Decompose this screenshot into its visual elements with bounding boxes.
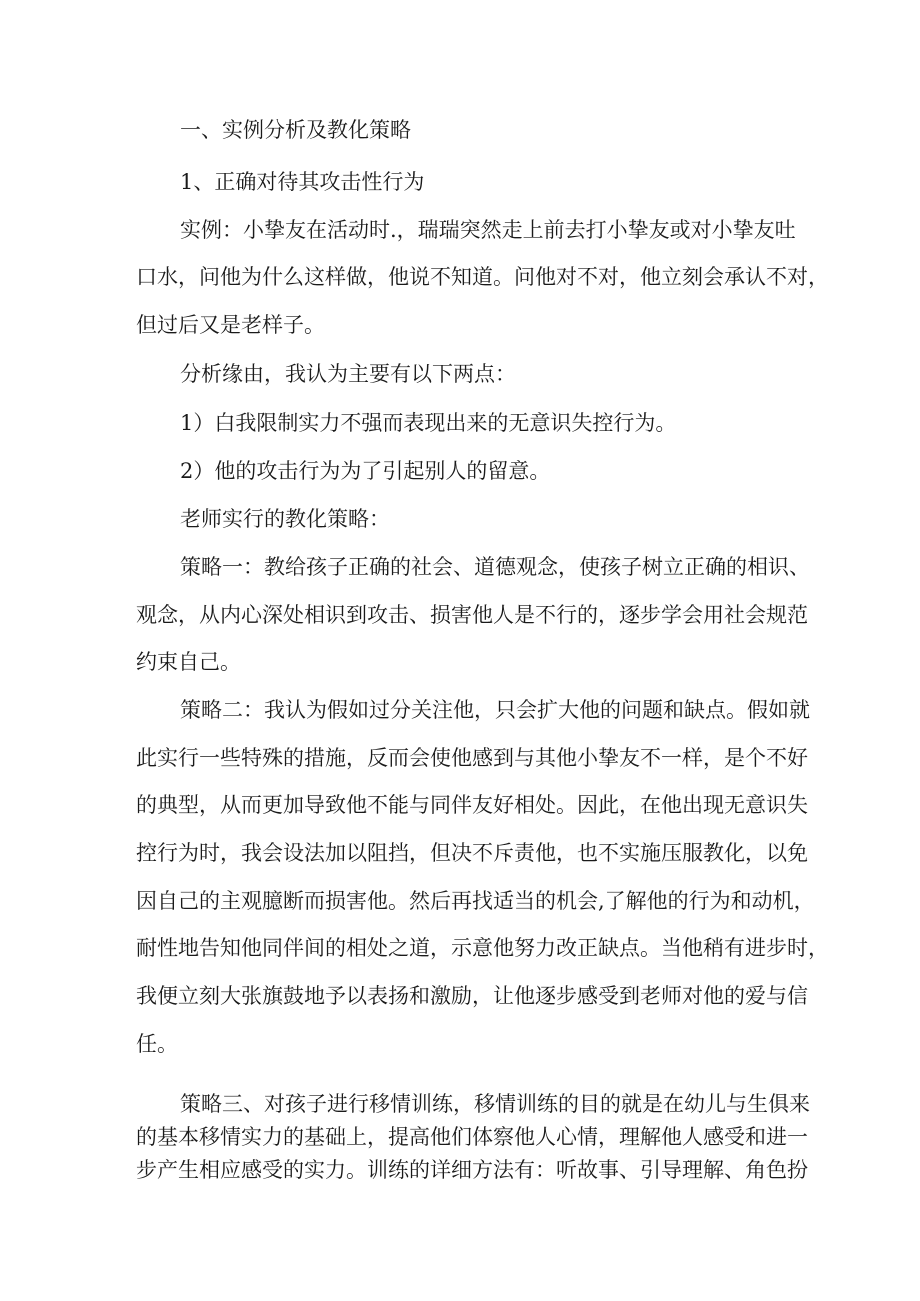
strategy-two-line: 耐性地告知他同伴间的相处之道，示意他努力改正缺点。当他稍有进步时， — [136, 936, 829, 960]
reason-item: 2）他的攻击行为为了引起别人的留意。 — [180, 459, 551, 483]
strategy-two-line: 任。 — [136, 1032, 178, 1056]
example-line: 但过后又是老样子。 — [136, 313, 325, 337]
strategy-two-line: 因自己的主观臆断而损害他。然后再找适当的机会,了解他的行为和动机， — [136, 889, 815, 913]
strategy-two-line: 我便立刻大张旗鼓地予以表扬和激励，让他逐步感受到老师对他的爱与信 — [136, 984, 808, 1008]
example-line: 口水，问他为什么这样做，他说不知道。问他对不对，他立刻会承认不对， — [136, 265, 829, 289]
strategies-intro: 老师实行的教化策略： — [180, 507, 390, 531]
strategy-two-line: 的典型，从而更加导致他不能与同伴友好相处。因此，在他出现无意识失 — [136, 793, 808, 817]
strategy-two-line: 此实行一些特殊的措施，反而会使他感到与其他小挚友不一样，是个不好 — [136, 746, 808, 770]
strategy-three-line: 步产生相应感受的实力。训练的详细方法有：听故事、引导理解、角色扮 — [136, 1158, 808, 1182]
strategy-one-line: 观念，从内心深处相识到攻击、损害他人是不行的，逐步学会用社会规范 — [136, 603, 808, 627]
strategy-two-line: 控行为时，我会设法加以阻挡，但决不斥责他，也不实施压服教化，以免 — [136, 841, 808, 865]
analysis-intro: 分析缘由，我认为主要有以下两点： — [180, 362, 516, 386]
subsection-heading: 1、正确对待其攻击性行为 — [180, 170, 425, 194]
strategy-one-line: 策略一：教给孩子正确的社会、道德观念，使孩子树立正确的相识、 — [180, 555, 810, 579]
section-heading: 一、实例分析及教化策略 — [180, 118, 411, 142]
reason-item: 1）白我限制实力不强而表现出来的无意识失控行为。 — [180, 411, 677, 435]
strategy-three-line: 的基本移情实力的基础上，提高他们体察他人心情，理解他人感受和进一 — [136, 1125, 808, 1149]
strategy-one-line: 约束自己。 — [136, 650, 241, 674]
example-line: 实例：小挚友在活动时.，瑞瑞突然走上前去打小挚友或对小挚友吐 — [180, 218, 796, 242]
strategy-three-line: 策略三、对孩子进行移情训练，移情训练的目的就是在幼儿与生俱来 — [180, 1092, 810, 1116]
strategy-two-line: 策略二：我认为假如过分关注他，只会扩大他的问题和缺点。假如就 — [180, 698, 810, 722]
